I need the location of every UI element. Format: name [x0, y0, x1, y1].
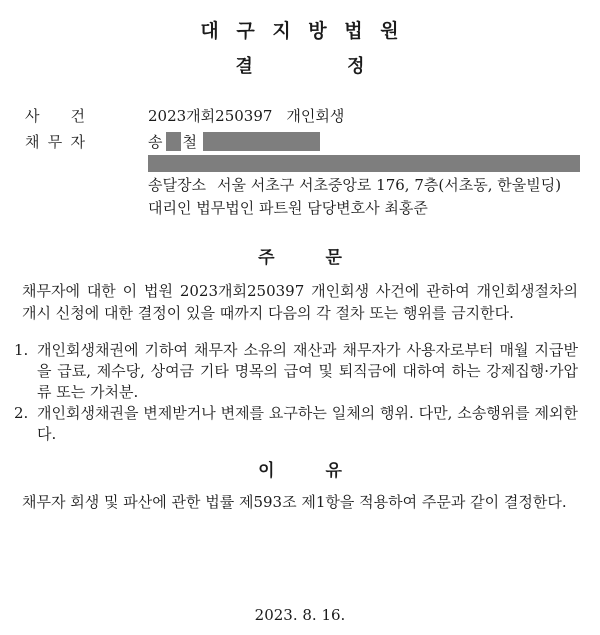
debtor-name [148, 132, 320, 152]
attorney-line: 대리인 법무법인 파트원 담당변호사 최홍준 [148, 199, 428, 217]
reason-heading: 이 유 [258, 461, 342, 481]
document-type-title: 결 정 [235, 56, 365, 77]
debtor-label: 채 무 자 [25, 133, 85, 151]
redaction-box-name-info [203, 132, 320, 151]
service-address-line [148, 175, 578, 195]
debtor-name-part1: 송 [148, 133, 163, 151]
debtor-row [22, 132, 578, 152]
order-list-item-2 [14, 403, 578, 445]
order-paragraph: 채무자에 대한 이 법원 2023개회250397 개인회생 사건에 관하여 개인회생절차의 개시 신청에 대한 결정이 있을 때까지 다음의 각 절차 또는 행위를 금지한다. [22, 282, 578, 322]
debtor-name-part2: 철 [182, 133, 197, 151]
order-list [14, 340, 578, 445]
case-row [22, 106, 578, 126]
reason-paragraph: 채무자 회생 및 파산에 관한 법률 제593조 제1항을 적용하여 주문과 같이 결정한다. [22, 493, 567, 511]
service-address-value: 서울 서초구 서초중앙로 176, 7층(서초동, 한울빌딩) [216, 176, 562, 194]
list-item-number: 2. [14, 404, 29, 422]
case-type: 개인회생 [286, 107, 345, 125]
list-item-text: 개인회생채권을 변제받거나 변제를 요구하는 일체의 행위. 다만, 소송행위를 제외한다. [37, 404, 578, 443]
list-item-text: 개인회생채권에 기하여 채무자 소유의 재산과 채무자가 사용자로부터 매월 지급받을 급료, 제수당, 상여금 기타 명목의 급여 및 퇴직금에 대하여 하는 강제집행·가압류 또는 가처분. [37, 341, 578, 401]
case-label: 사 건 [25, 107, 85, 125]
service-address-label: 송달장소 [148, 176, 206, 194]
case-value [148, 106, 344, 126]
list-item-number: 1. [14, 341, 29, 359]
redaction-box-name-middle [166, 132, 181, 151]
order-heading: 주 문 [258, 248, 342, 268]
court-name: 대 구 지 방 법 원 [200, 20, 400, 42]
case-number: 2023개회250397 [148, 107, 273, 125]
redaction-box-address-line [148, 155, 580, 172]
order-list-item-1 [14, 340, 578, 403]
decision-date: 2023. 8. 16. [254, 606, 346, 624]
